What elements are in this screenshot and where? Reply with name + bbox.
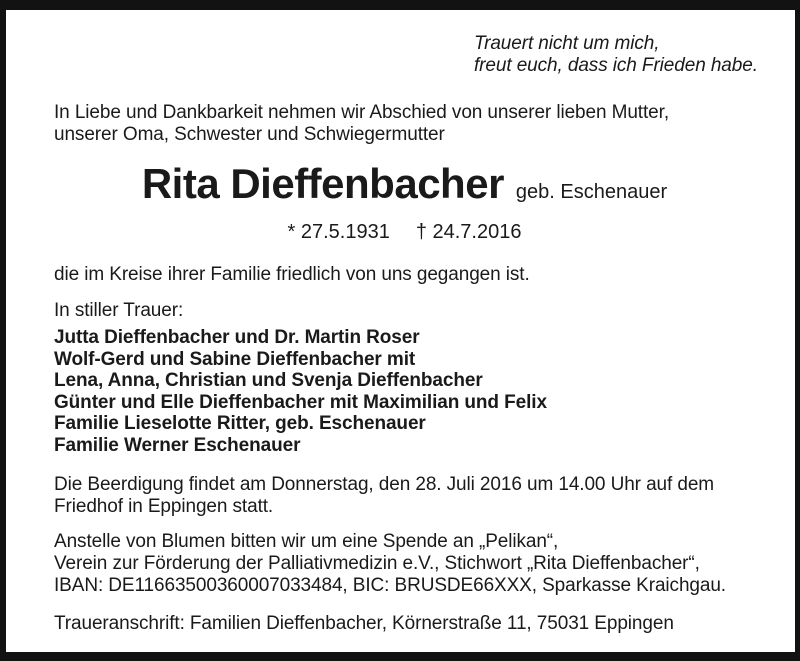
epigraph-quote: [474, 33, 758, 77]
birth-date: * 27.5.1931: [287, 221, 390, 243]
mourning-label-block: [54, 300, 755, 322]
mourner-line: Familie Lieselotte Ritter, geb. Eschenauer: [54, 413, 426, 434]
intro-line-2: unserer Oma, Schwester und Schwiegermutter: [54, 124, 445, 145]
donation-line-2: Verein zur Förderung der Palliativmedizin e.V., Stichwort „Rita Dieffenbacher“,: [54, 553, 700, 574]
intro-paragraph: [54, 102, 755, 146]
mourners-list: [54, 327, 755, 456]
mourning-label: In stiller Trauer:: [54, 300, 184, 321]
donation-paragraph: [54, 531, 755, 597]
funeral-paragraph: [54, 474, 755, 518]
passing-paragraph: [54, 264, 755, 286]
mourner-line: Lena, Anna, Christian und Svenja Dieffenbacher: [54, 370, 483, 391]
maiden-name: geb. Eschenauer: [515, 181, 668, 203]
donation-line-3: IBAN: DE11663500360007033484, BIC: BRUSDE66XXX, Sparkasse Kraichgau.: [54, 575, 726, 596]
deceased-name-line: [54, 162, 755, 214]
passing-line: die im Kreise ihrer Familie friedlich von uns gegangen ist.: [54, 264, 530, 285]
funeral-line-1: Die Beerdigung findet am Donnerstag, den 28. Juli 2016 um 14.00 Uhr auf dem: [54, 474, 715, 495]
mourner-line: Günter und Elle Dieffenbacher mit Maximilian und Felix: [54, 391, 547, 413]
mourning-address: Traueranschrift: Familien Dieffenbacher, Körnerstraße 11, 75031 Eppingen: [54, 613, 674, 634]
death-date: † 24.7.2016: [415, 221, 522, 243]
epigraph-line-2: freut euch, dass ich Frieden habe.: [474, 55, 758, 76]
intro-line-1: In Liebe und Dankbarkeit nehmen wir Abschied von unserer lieben Mutter,: [54, 102, 669, 123]
donation-line-1: Anstelle von Blumen bitten wir um eine Spende an „Pelikan“,: [54, 531, 559, 552]
notice-content: [6, 33, 795, 661]
mourner-line: Wolf-Gerd und Sabine Dieffenbacher mit: [54, 348, 416, 370]
mourning-address-block: [54, 613, 755, 635]
life-dates: [54, 220, 755, 244]
mourner-line: Familie Werner Eschenauer: [54, 434, 301, 456]
deceased-name: Rita Dieffenbacher: [141, 160, 504, 207]
mourner-line: Jutta Dieffenbacher und Dr. Martin Roser: [54, 327, 420, 348]
epigraph-line-1: Trauert nicht um mich,: [474, 33, 660, 54]
funeral-line-2: Friedhof in Eppingen statt.: [54, 496, 274, 517]
